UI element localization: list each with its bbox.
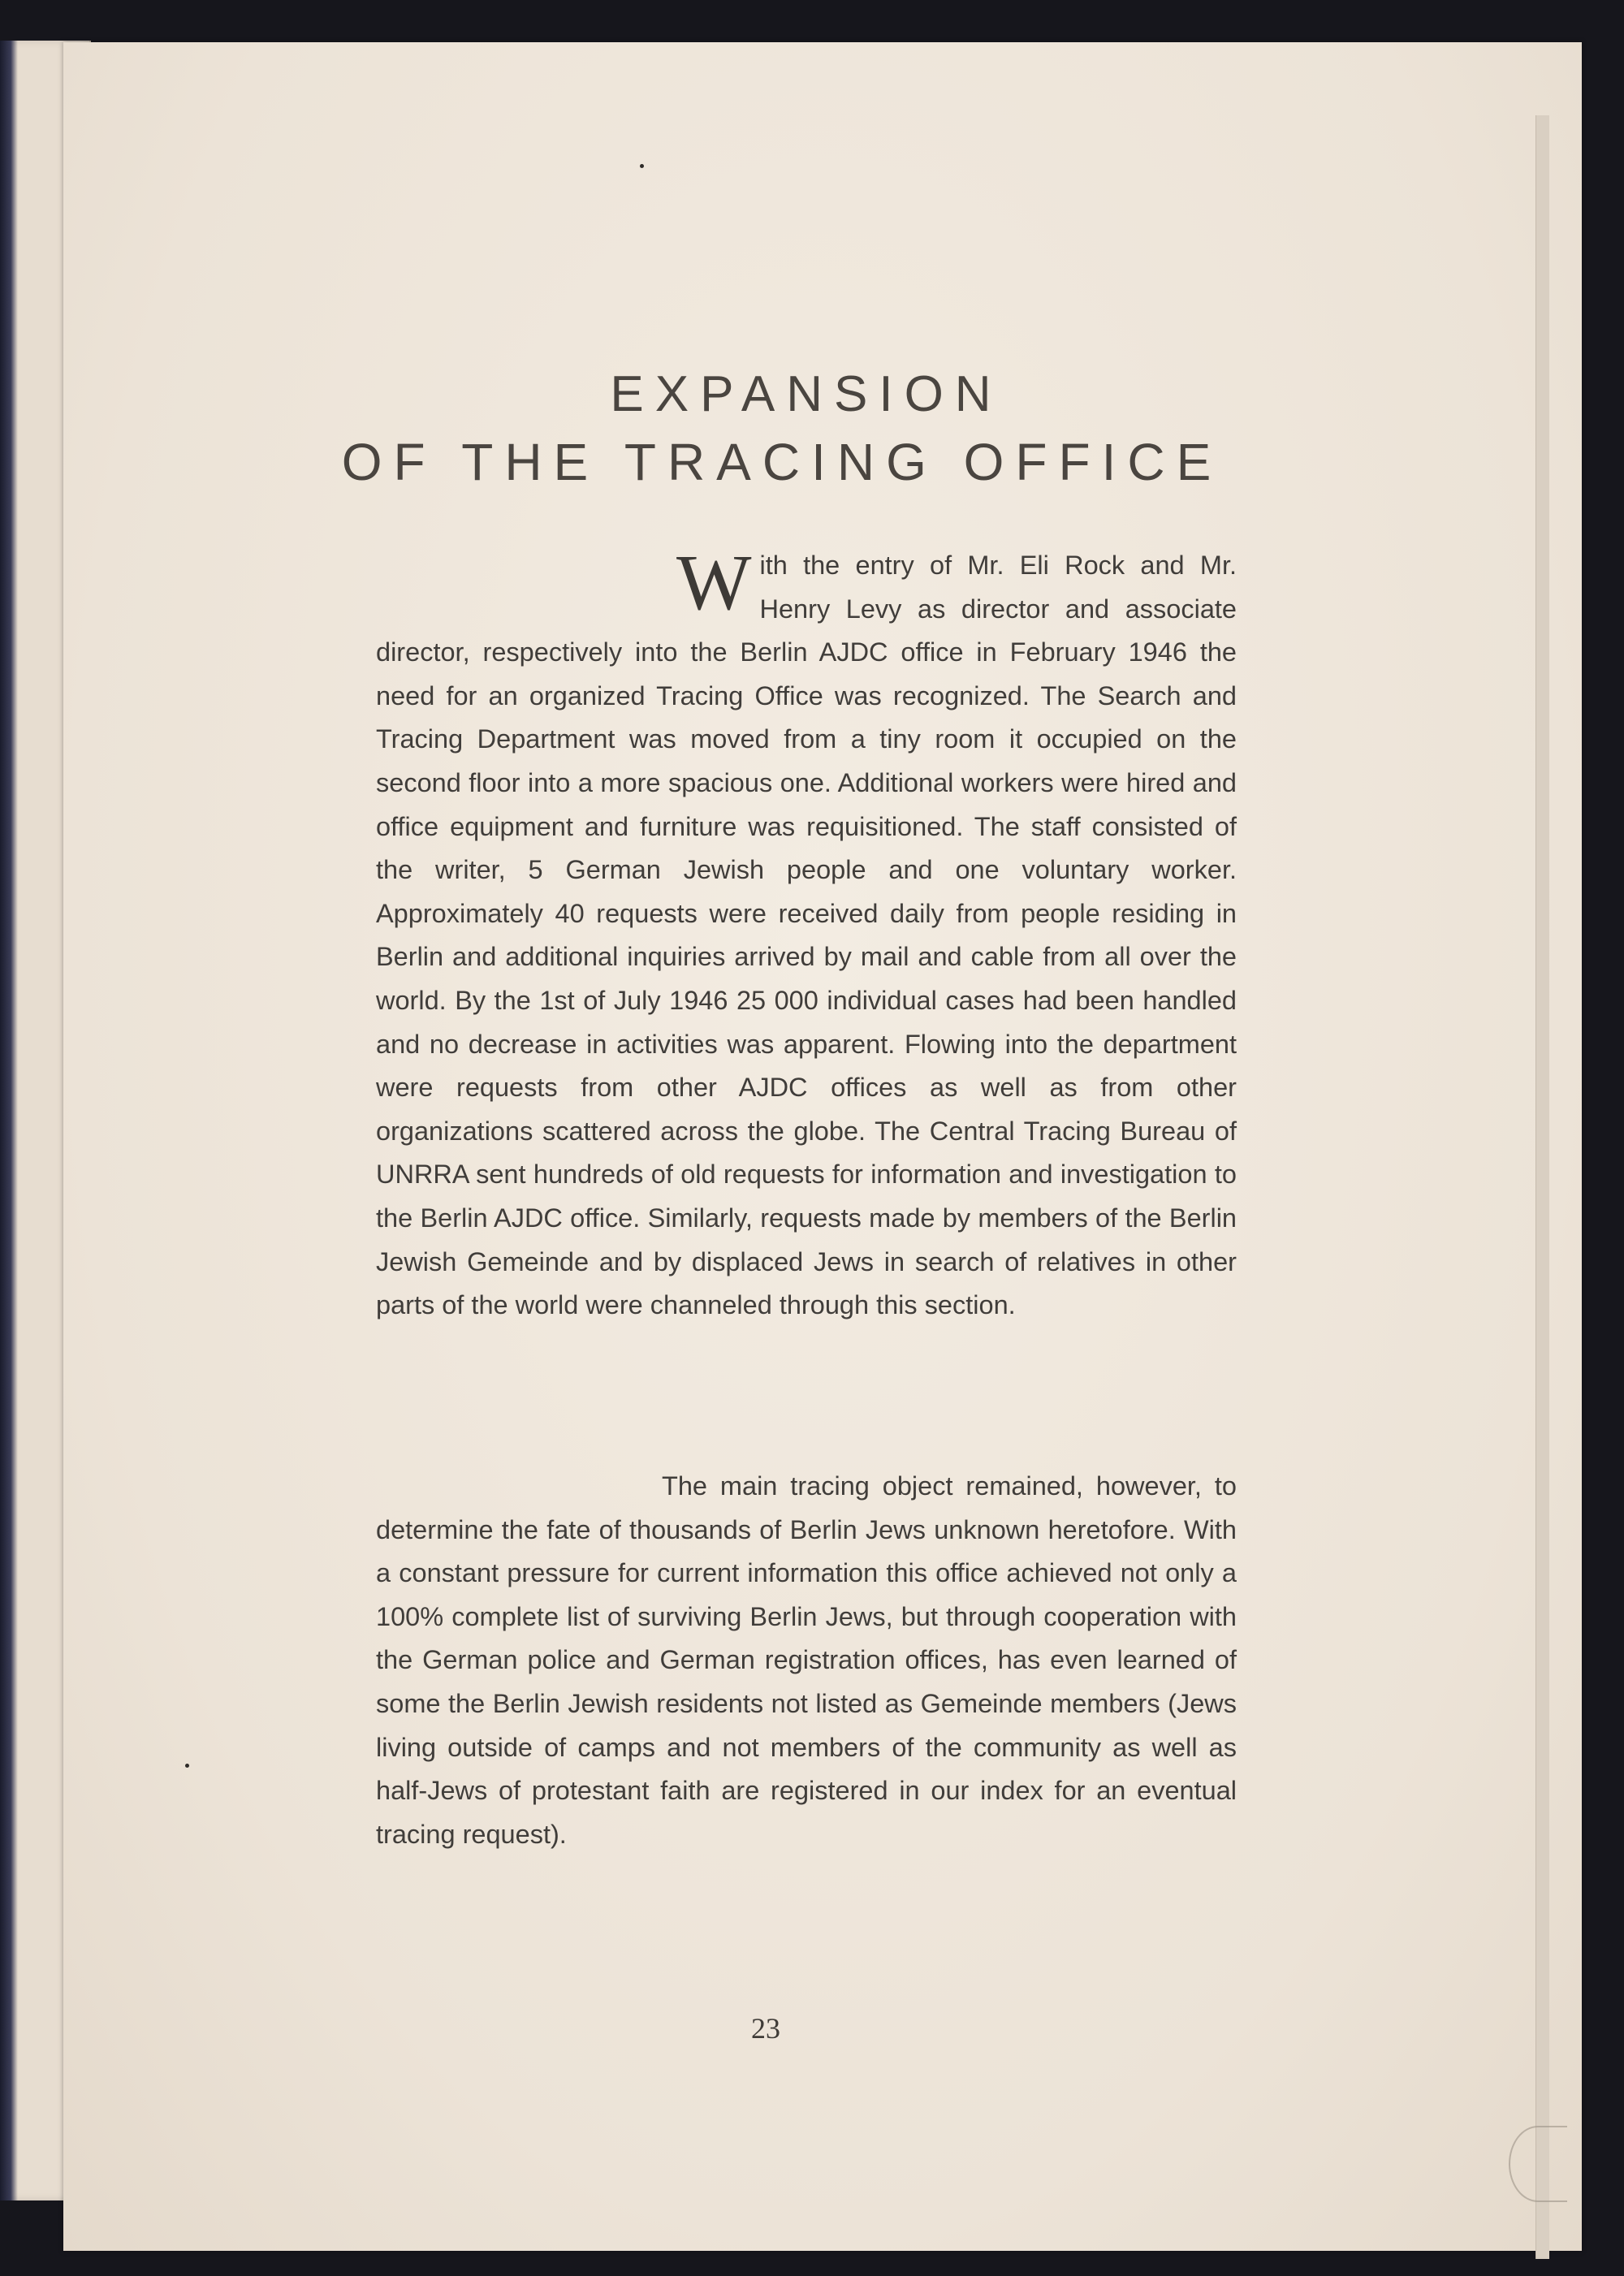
paragraph-2: The main tracing object remained, however, to determine the fate of thousands of Berlin Jews unknown heretofore. With a constant pressure for current information this office achieved not only a 100% complete list of surviving Berlin Jews, but through cooperation with the German police and German registration offices, has even learned of some the Berlin Jewish residents not listed as Gemeinde members (Jews living outside of camps and not members of the community as well as half-Jews of protestant faith are registered in our index for an eventual tracing request). [376, 1471, 1237, 1849]
drop-cap: W [676, 539, 752, 627]
paper-speck [185, 1764, 189, 1768]
book-spine [0, 41, 18, 2200]
paper-speck [640, 164, 644, 168]
title-line-1: EXPANSION [610, 366, 1003, 422]
page-number: 23 [751, 2012, 780, 2045]
page-stack-edge [1535, 115, 1549, 2259]
paragraph-1 [376, 539, 1237, 1328]
title-line-2: OF THE TRACING OFFICE [341, 433, 1223, 491]
paragraph-1-text: ith the entry of Mr. Eli Rock and Mr. Henry Levy as director and associate director, respectively into the Berlin AJDC office in February 1946 the need for an organized Tracing Office was recognized. The Search and Tracing Department was moved from a tiny room it occupied on the second floor into a more spacious one. Additional workers were hired and office equipment and furniture was requisitioned. The staff consisted of the writer, 5 German Jewish people and one voluntary worker. Approximately 40 requests were received daily from people residing in Berlin and additional inquiries arrived by mail and cable from all over the world. By the 1st of July 1946 25 000 individual cases had been handled and no decrease in activities was apparent. Flowing into the department were requests from other AJDC offices as well as from other organizations scattered across the globe. The Central Tracing Bureau of UNRRA sent hundreds of old requests for information and investigation to the Berlin AJDC office. Similarly, requests made by members of the Berlin Jewish Gemeinde and by displaced Jews in search of relatives in other parts of the world were channeled through this section. [376, 551, 1237, 1320]
document-page [63, 42, 1582, 2251]
page-corner-curl [1509, 2126, 1567, 2202]
